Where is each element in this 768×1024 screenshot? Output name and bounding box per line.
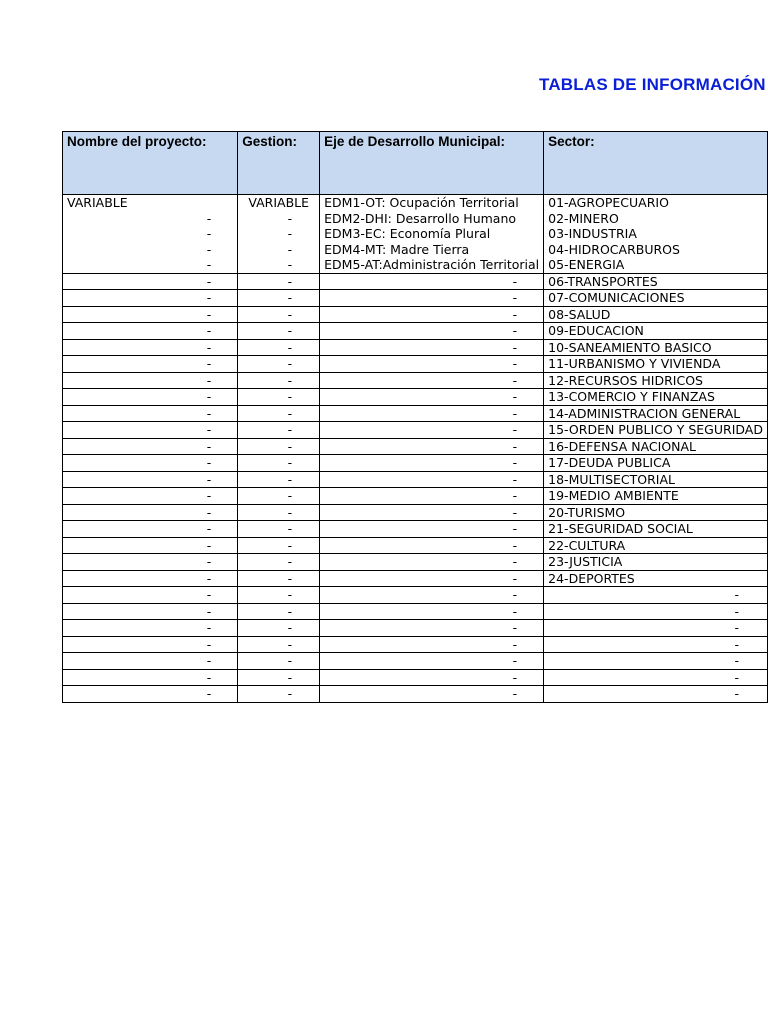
sector-cell: 04-HIDROCARBUROS	[544, 242, 768, 258]
table-row	[63, 242, 768, 258]
sector-cell: 19-MEDIO AMBIENTE	[544, 488, 768, 505]
eje-desarrollo-cell: EDM3-EC: Economía Plural	[320, 226, 544, 242]
info-table	[62, 131, 768, 703]
sector-cell: -	[544, 620, 768, 637]
table-row	[63, 669, 768, 686]
eje-desarrollo-cell: -	[320, 504, 544, 521]
eje-desarrollo-cell: -	[320, 686, 544, 703]
table-row	[63, 537, 768, 554]
header-sector: Sector:	[544, 132, 768, 195]
nombre-proyecto-cell: -	[63, 389, 238, 406]
eje-desarrollo-cell: -	[320, 587, 544, 604]
nombre-proyecto-cell: -	[63, 537, 238, 554]
nombre-proyecto-cell: -	[63, 339, 238, 356]
nombre-proyecto-cell: -	[63, 669, 238, 686]
table-row	[63, 653, 768, 670]
table-header-row	[63, 132, 768, 195]
table-row	[63, 290, 768, 307]
table-row	[63, 620, 768, 637]
nombre-proyecto-cell: -	[63, 323, 238, 340]
gestion-cell: -	[238, 686, 320, 703]
table-row	[63, 438, 768, 455]
table-row	[63, 211, 768, 227]
eje-desarrollo-cell: -	[320, 636, 544, 653]
table-row	[63, 422, 768, 439]
sector-cell: 14-ADMINISTRACION GENERAL	[544, 405, 768, 422]
gestion-cell: -	[238, 257, 320, 273]
sector-cell: 11-URBANISMO Y VIVIENDA	[544, 356, 768, 373]
gestion-cell: -	[238, 273, 320, 290]
gestion-cell: VARIABLE	[238, 195, 320, 211]
gestion-cell: -	[238, 290, 320, 307]
sector-cell: 13-COMERCIO Y FINANZAS	[544, 389, 768, 406]
sector-cell: -	[544, 603, 768, 620]
gestion-cell: -	[238, 504, 320, 521]
table-row	[63, 488, 768, 505]
header-eje-desarrollo: Eje de Desarrollo Municipal:	[320, 132, 544, 195]
sector-cell: 01-AGROPECUARIO	[544, 195, 768, 211]
sector-cell: 21-SEGURIDAD SOCIAL	[544, 521, 768, 538]
table-row	[63, 587, 768, 604]
eje-desarrollo-cell: -	[320, 570, 544, 587]
eje-desarrollo-cell: EDM1-OT: Ocupación Territorial	[320, 195, 544, 211]
nombre-proyecto-cell: -	[63, 455, 238, 472]
nombre-proyecto-cell: -	[63, 226, 238, 242]
nombre-proyecto-cell: -	[63, 504, 238, 521]
eje-desarrollo-cell: EDM5-AT:Administración Territorial	[320, 257, 544, 273]
sector-cell: 20-TURISMO	[544, 504, 768, 521]
sector-cell: 12-RECURSOS HIDRICOS	[544, 372, 768, 389]
nombre-proyecto-cell: -	[63, 636, 238, 653]
eje-desarrollo-cell: -	[320, 537, 544, 554]
gestion-cell: -	[238, 669, 320, 686]
eje-desarrollo-cell: -	[320, 471, 544, 488]
sector-cell: 17-DEUDA PUBLICA	[544, 455, 768, 472]
nombre-proyecto-cell: -	[63, 521, 238, 538]
nombre-proyecto-cell: -	[63, 273, 238, 290]
sector-cell: -	[544, 669, 768, 686]
gestion-cell: -	[238, 323, 320, 340]
eje-desarrollo-cell: -	[320, 521, 544, 538]
sector-cell: -	[544, 636, 768, 653]
sector-cell: 24-DEPORTES	[544, 570, 768, 587]
eje-desarrollo-cell: -	[320, 323, 544, 340]
table-row	[63, 323, 768, 340]
table-row	[63, 372, 768, 389]
gestion-cell: -	[238, 422, 320, 439]
nombre-proyecto-cell: -	[63, 686, 238, 703]
gestion-cell: -	[238, 372, 320, 389]
sector-cell: 16-DEFENSA NACIONAL	[544, 438, 768, 455]
sector-cell: 06-TRANSPORTES	[544, 273, 768, 290]
eje-desarrollo-cell: EDM4-MT: Madre Tierra	[320, 242, 544, 258]
eje-desarrollo-cell: -	[320, 356, 544, 373]
sector-cell: 09-EDUCACION	[544, 323, 768, 340]
nombre-proyecto-cell: -	[63, 242, 238, 258]
eje-desarrollo-cell: -	[320, 669, 544, 686]
eje-desarrollo-cell: -	[320, 653, 544, 670]
nombre-proyecto-cell: -	[63, 471, 238, 488]
sector-cell: 22-CULTURA	[544, 537, 768, 554]
table-row	[63, 273, 768, 290]
table-row	[63, 455, 768, 472]
gestion-cell: -	[238, 554, 320, 571]
nombre-proyecto-cell: -	[63, 603, 238, 620]
page-title: TABLAS DE INFORMACIÓN	[539, 75, 766, 94]
gestion-cell: -	[238, 242, 320, 258]
eje-desarrollo-cell: -	[320, 306, 544, 323]
eje-desarrollo-cell: -	[320, 290, 544, 307]
gestion-cell: -	[238, 471, 320, 488]
sector-cell: 10-SANEAMIENTO BASICO	[544, 339, 768, 356]
nombre-proyecto-cell: -	[63, 438, 238, 455]
sector-cell: 18-MULTISECTORIAL	[544, 471, 768, 488]
gestion-cell: -	[238, 653, 320, 670]
nombre-proyecto-cell: -	[63, 587, 238, 604]
eje-desarrollo-cell: -	[320, 339, 544, 356]
nombre-proyecto-cell: -	[63, 653, 238, 670]
gestion-cell: -	[238, 603, 320, 620]
sector-cell: -	[544, 587, 768, 604]
gestion-cell: -	[238, 339, 320, 356]
table-row	[63, 405, 768, 422]
eje-desarrollo-cell: EDM2-DHI: Desarrollo Humano	[320, 211, 544, 227]
sector-cell: 02-MINERO	[544, 211, 768, 227]
table-row	[63, 226, 768, 242]
table-row	[63, 570, 768, 587]
nombre-proyecto-cell: -	[63, 620, 238, 637]
nombre-proyecto-cell: -	[63, 422, 238, 439]
sector-cell: 03-INDUSTRIA	[544, 226, 768, 242]
table-row	[63, 504, 768, 521]
gestion-cell: -	[238, 438, 320, 455]
eje-desarrollo-cell: -	[320, 554, 544, 571]
table-row	[63, 356, 768, 373]
gestion-cell: -	[238, 226, 320, 242]
eje-desarrollo-cell: -	[320, 488, 544, 505]
eje-desarrollo-cell: -	[320, 389, 544, 406]
gestion-cell: -	[238, 356, 320, 373]
eje-desarrollo-cell: -	[320, 405, 544, 422]
gestion-cell: -	[238, 405, 320, 422]
eje-desarrollo-cell: -	[320, 438, 544, 455]
nombre-proyecto-cell: -	[63, 356, 238, 373]
gestion-cell: -	[238, 306, 320, 323]
sector-cell: 23-JUSTICIA	[544, 554, 768, 571]
gestion-cell: -	[238, 488, 320, 505]
table-row	[63, 257, 768, 273]
sector-cell: 07-COMUNICACIONES	[544, 290, 768, 307]
gestion-cell: -	[238, 211, 320, 227]
gestion-cell: -	[238, 587, 320, 604]
table-row	[63, 306, 768, 323]
table-row	[63, 195, 768, 211]
eje-desarrollo-cell: -	[320, 273, 544, 290]
gestion-cell: -	[238, 620, 320, 637]
gestion-cell: -	[238, 521, 320, 538]
table-row	[63, 471, 768, 488]
eje-desarrollo-cell: -	[320, 603, 544, 620]
nombre-proyecto-cell: -	[63, 290, 238, 307]
sector-cell: -	[544, 653, 768, 670]
eje-desarrollo-cell: -	[320, 620, 544, 637]
eje-desarrollo-cell: -	[320, 422, 544, 439]
header-nombre-proyecto: Nombre del proyecto:	[63, 132, 238, 195]
header-gestion: Gestion:	[238, 132, 320, 195]
gestion-cell: -	[238, 636, 320, 653]
nombre-proyecto-cell: -	[63, 405, 238, 422]
gestion-cell: -	[238, 455, 320, 472]
nombre-proyecto-cell: VARIABLE	[63, 195, 238, 211]
nombre-proyecto-cell: -	[63, 554, 238, 571]
eje-desarrollo-cell: -	[320, 455, 544, 472]
sector-cell: 08-SALUD	[544, 306, 768, 323]
nombre-proyecto-cell: -	[63, 211, 238, 227]
table-row	[63, 603, 768, 620]
gestion-cell: -	[238, 389, 320, 406]
eje-desarrollo-cell: -	[320, 372, 544, 389]
table-row	[63, 636, 768, 653]
nombre-proyecto-cell: -	[63, 372, 238, 389]
nombre-proyecto-cell: -	[63, 488, 238, 505]
table-row	[63, 339, 768, 356]
table-row	[63, 554, 768, 571]
sector-cell: -	[544, 686, 768, 703]
sector-cell: 05-ENERGIA	[544, 257, 768, 273]
table-row	[63, 686, 768, 703]
gestion-cell: -	[238, 537, 320, 554]
table-row	[63, 389, 768, 406]
nombre-proyecto-cell: -	[63, 306, 238, 323]
nombre-proyecto-cell: -	[63, 570, 238, 587]
sector-cell: 15-ORDEN PUBLICO Y SEGURIDAD	[544, 422, 768, 439]
nombre-proyecto-cell: -	[63, 257, 238, 273]
table-row	[63, 521, 768, 538]
gestion-cell: -	[238, 570, 320, 587]
